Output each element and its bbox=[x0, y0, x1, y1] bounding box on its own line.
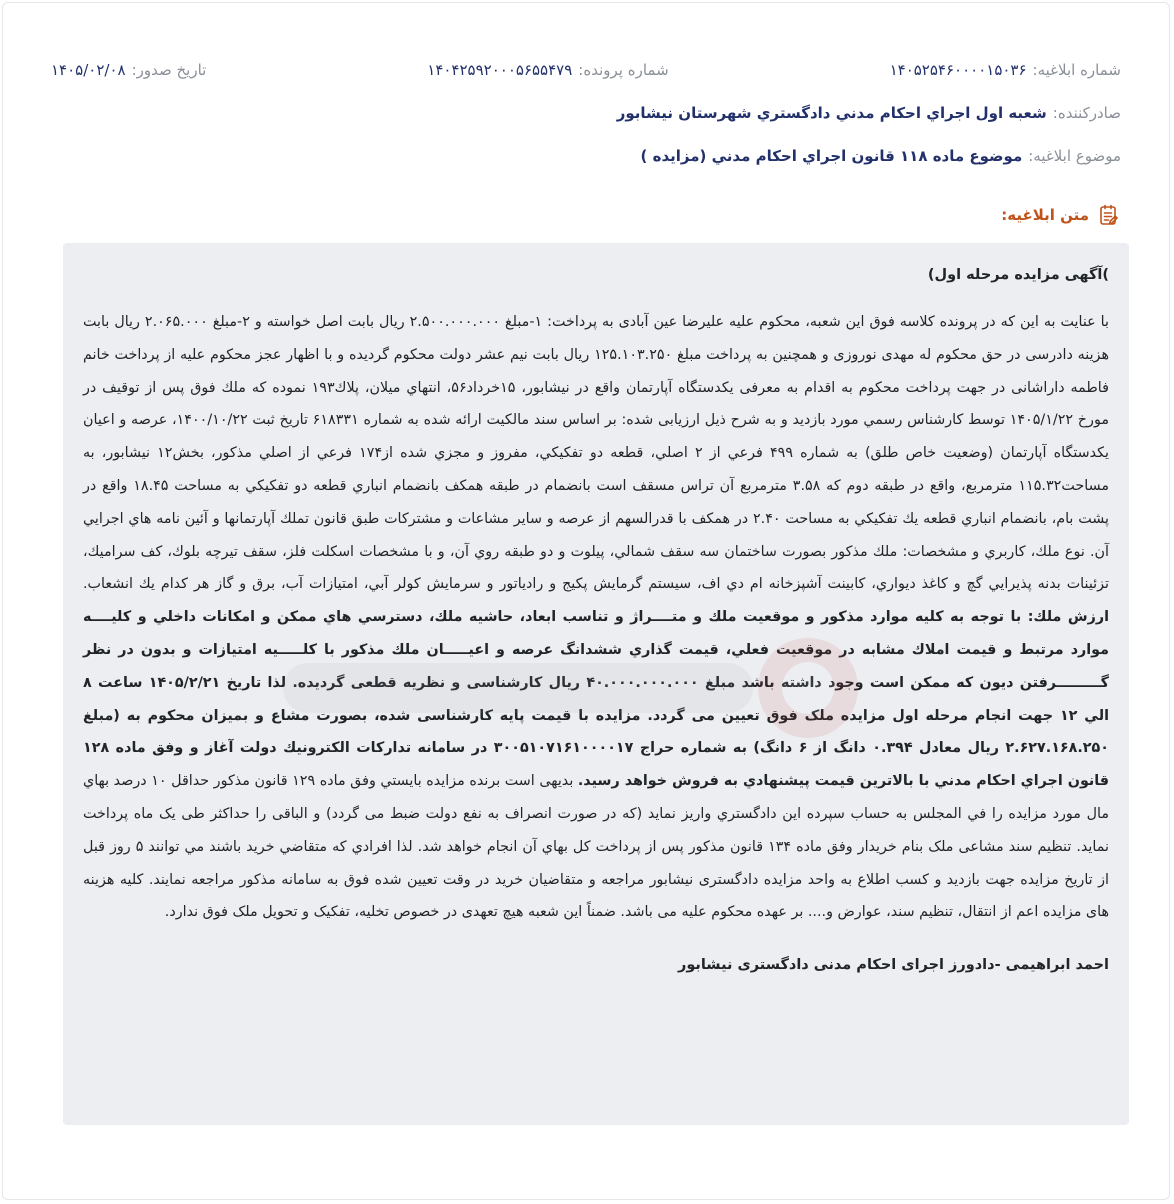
notice-number-value: ۱۴۰۵۲۵۴۶۰۰۰۰۱۵۰۳۶ bbox=[889, 61, 1027, 79]
notice-title: )آگهی مزایده مرحله اول) bbox=[927, 267, 1109, 283]
notice-text-header-label: متن ابلاغیه: bbox=[1001, 206, 1089, 224]
meta-row-issuer bbox=[51, 104, 1121, 122]
notice-text-header bbox=[1001, 203, 1121, 227]
issuer-value: شعبه اول اجراي احكام مدني دادگستري شهرستان نيشابور bbox=[616, 104, 1047, 122]
notice-body-valuation: ارزش ملك: با توجه به كليه موارد مذكور و موقعيت ملك و متــــراژ و تناسب ابعاد، حاشيه ملك، دسترسي هاي ممكن و امكانات داخلي و كليــــه موارد مرتبط و قيمت املاك مشابه در موقعيت فعلي، قيمت گذاري ششدانگ عرصه و اعيـــــان ملك مذكور با كلـــــيه امتيازات و بدون در نظر گـــــــــرفتن ديون كه ممكن است وجود داشته باشد مبلغ ۴۰.۰۰۰.۰۰۰.۰۰۰ ريال كارشناسی و نظريه قطعی گرديده. لذا تاريخ ۱۴۰۵/۲/۲۱ ساعت ۸ الي ۱۲ جهت انجام مرحله اول مزایده ملک فوق تعیین می گردد. مزايده با قیمت پایه كارشناسی شده، بصورت مشاع و بمیزان محكوم به (مبلغ ۲.۶۲۷.۱۶۸.۲۵۰ ريال معادل ۰.۳۹۴ دانگ از ۶ دانگ) به شماره حراج ۳۰۰۵۱۰۷۱۶۱۰۰۰۰۱۷ در سامانه تداركات الكترونيك دولت آغاز و وفق ماده ۱۲۸ قانون اجراي احكام مدني با بالاترين قيمت پيشنهادي به فروش خواهد رسيد. bbox=[83, 609, 1110, 790]
issuer-label: صادرکننده: bbox=[1052, 104, 1121, 122]
issue-date-label: تاریخ صدور: bbox=[131, 61, 207, 79]
notice-body-part2: بدیهی است برنده مزايده بايستي وفق ماده ۱۲۹ قانون مذكور حداقل ۱۰ درصد بهاي مال مورد مزايده را في المجلس به حساب سپرده اين دادگستري واريز نمايد (كه در صورت انصراف به نفع دولت ضبط می گردد) و الباقی را حداكثر طی يک ماه پرداخت نمايد. تنظيم سند مشاعی ملک بنام خريدار وفق ماده ۱۳۴ قانون مذكور پس از پرداخت كل بهاي آن انجام خواهد شد. لذا افرادي كه متقاضي خريد باشند مي توانند ۵ روز قبل از تاريخ مزايده جهت بازديد و كسب اطلاع به واحد مزايده دادگستری نیشابور مراجعه و متقاضيان خريد در وقت تعيين شده فوق به سامانه مذكور مراجعه نمايند. كليه هزينه های مزايده اعم از انتقال، تنظيم سند، عوارض و.... بر عهده محكوم عليه می باشد. ضمناً اين شعبه هيچ تعهدی در خصوص تخليه، تفكيک و تحويل ملک فوق ندارد. bbox=[83, 773, 1109, 921]
notice-number bbox=[890, 61, 1121, 79]
document-icon bbox=[1097, 203, 1121, 227]
notice-number-label: شماره ابلاغیه: bbox=[1032, 61, 1121, 79]
case-number-value: ۱۴۰۴۲۵۹۲۰۰۰۵۶۵۵۴۷۹ bbox=[427, 61, 573, 79]
notice-card bbox=[2, 2, 1170, 1200]
subject-value: موضوع ماده ۱۱۸ قانون اجراي احكام مدني (مزايده ) bbox=[640, 147, 1023, 165]
notice-body-part1: با عنایت به این که در پرونده کلاسه فوق این شعبه، محکوم علیه علیرضا عین آبادی به پرداخت: ۱-مبلغ ۲.۵۰۰.۰۰۰.۰۰۰ ریال بابت اصل خواسته و ۲-مبلغ ۲.۰۶۵.۰۰۰ ریال بابت هزینه دادرسی در حق محکوم له مهدی نوروزی و همچنین به پرداخت مبلغ ۱۲۵.۱۰۳.۲۵۰ ریال بابت نیم عشر دولت محکوم گردیده و با اظهار عجز محکوم علیه از پرداخت خانم فاطمه داراشانی در جهت پرداخت محکوم به اقدام به معرفی یکدستگاه آپارتمان واقع در نیشابور، ۱۵خرداد۵۶، انتهاي ميلان، پلاك۱۹۳ نموده كه ملك فوق پس از توقيف در مورخ ۱۴۰۵/۱/۲۲ توسط كارشناس رسمي مورد بازديد و به شرح ذيل ارزيابی شده: بر اساس سند مالكيت ارائه شده به شماره ۶۱۸۳۳۱ تاريخ ثبت ۱۴۰۰/۱۰/۲۲، عرصه و اعيان يكدستگاه آپارتمان (وضعيت خاص طلق) به شماره ۴۹۹ فرعي از ۲ اصلي، قطعه دو تفكيكي، مفروز و مجزي شده از۱۷۴ فرعي از اصلي مذكور، بخش۱۲ نيشابور، به مساحت۱۱۵.۳۲ مترمربع، واقع در طبقه دوم كه ۳.۵۸ مترمربع آن تراس مسقف است بانضمام در طبقه همكف بانضمام انباري قطعه دو تفكيكي به مساحت ۱۸.۴۵ واقع در پشت بام، بانضمام انباري قطعه يك تفكيكي به مساحت ۲.۴۰ در همكف با قدرالسهم از عرصه و ساير مشاعات و مشتركات طبق قانون تملك آپارتمانها و آئين نامه هاي اجرايي آن. نوع ملك، كاربري و مشخصات: ملك مذكور بصورت ساختمان سه سقف شمالي، پيلوت و دو طبقه روي آن، و با مشخصات اسكلت فلز، سقف تيرچه بلوك، كف سراميك، تزئينات بدنه پذيرايي گچ و كاغذ ديواري، كابينت آشپزخانه ام دي اف، سيستم گرمايش پكيج و رادياتور و سرمايش كولر آبي، امتيازات آب، برق و گاز هر كدام يك انشعاب. bbox=[83, 314, 1110, 593]
meta-row-subject bbox=[51, 147, 1121, 165]
subject-label: موضوع ابلاغیه: bbox=[1028, 147, 1121, 165]
notice-signature: احمد ابراهیمی -دادورز اجرای احکام مدنی دادگستری نیشابور bbox=[677, 957, 1109, 974]
case-number bbox=[427, 61, 668, 79]
notice-content bbox=[63, 243, 1129, 1125]
issue-date bbox=[51, 61, 206, 79]
notice-body bbox=[83, 306, 1109, 929]
issue-date-value: ۱۴۰۵/۰۲/۰۸ bbox=[51, 61, 126, 79]
meta-row-numbers bbox=[51, 61, 1121, 79]
case-number-label: شماره پرونده: bbox=[578, 61, 669, 79]
